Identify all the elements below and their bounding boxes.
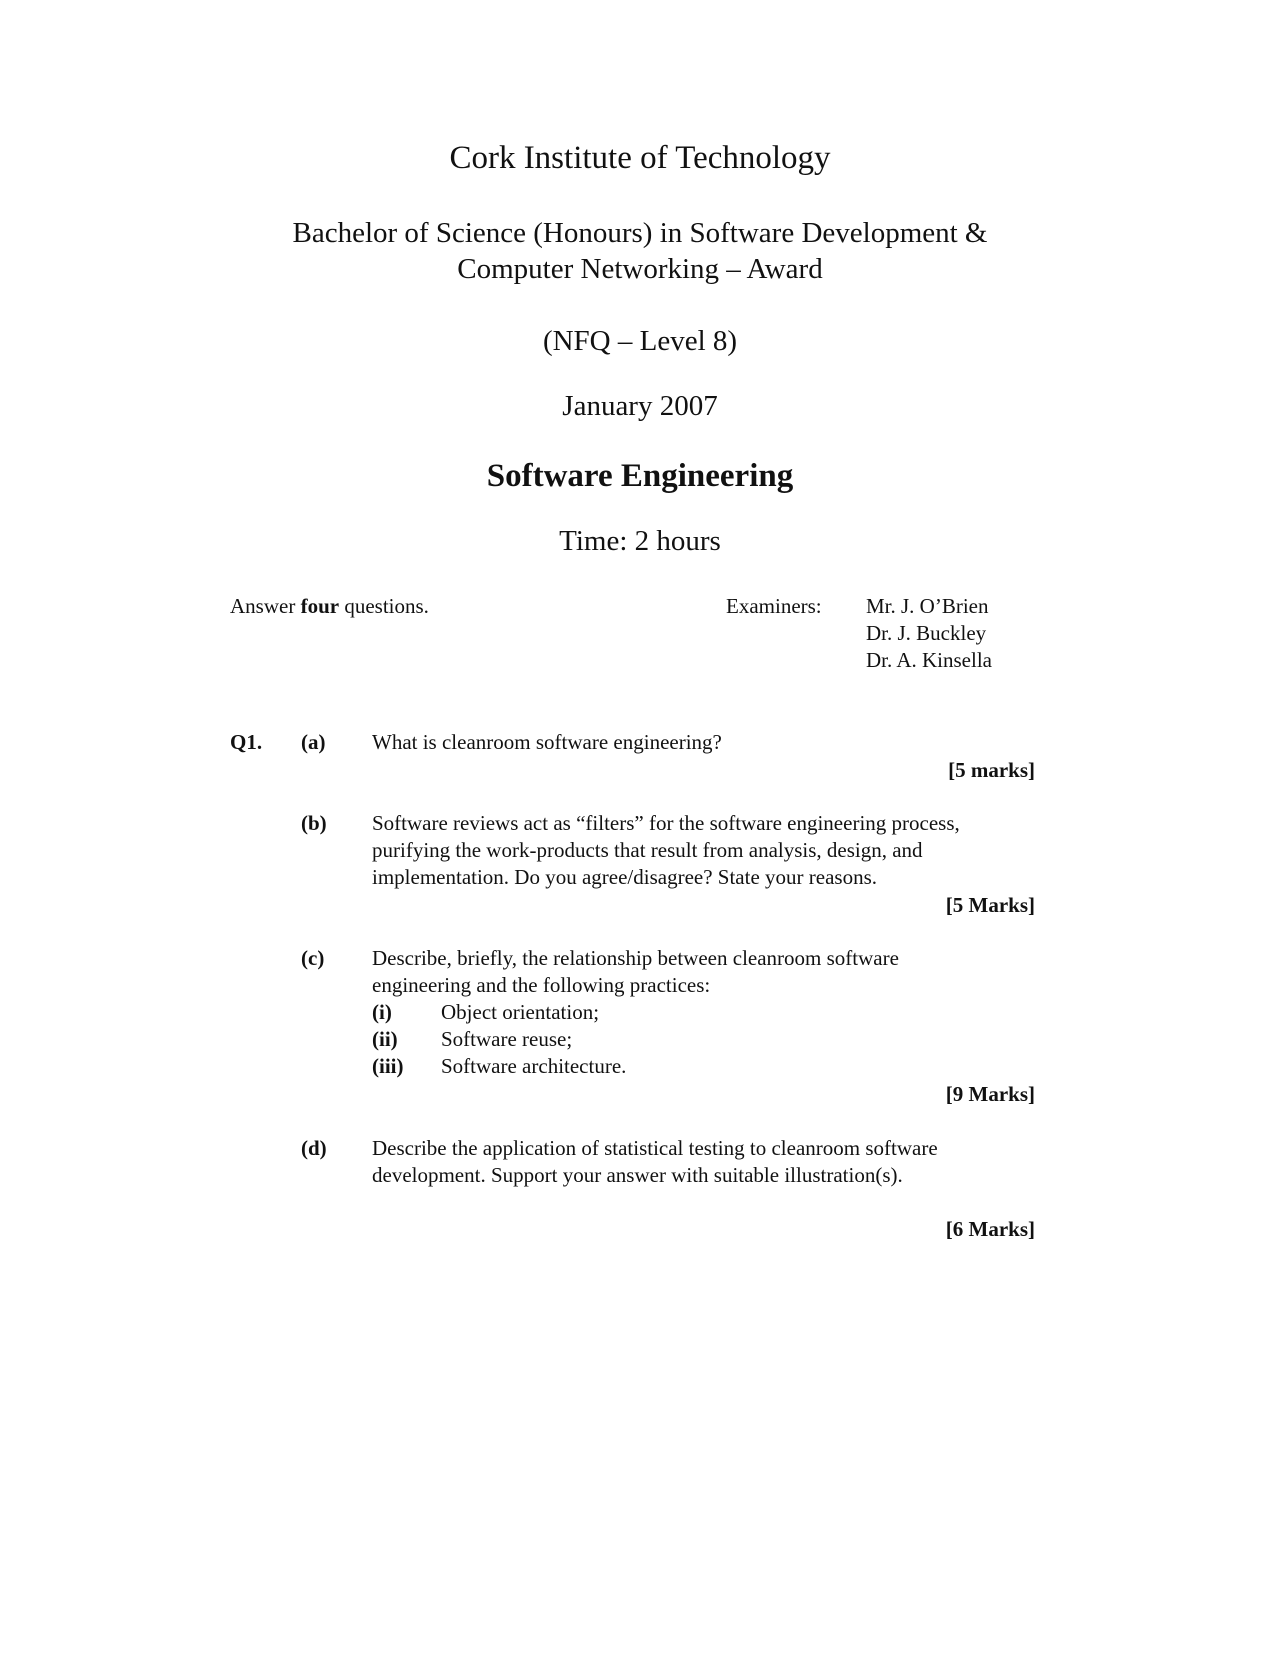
part-text-a (372, 729, 1042, 756)
part-line: Software reviews act as “filters” for the software engineering process, (372, 811, 960, 835)
subject-title: Software Engineering (486, 458, 794, 494)
part-line: Describe the application of statistical testing to cleanroom software (372, 1136, 938, 1160)
part-text-d (372, 1135, 1042, 1189)
exam-date: January 2007 (562, 390, 718, 422)
examiners-label: Examiners: (726, 594, 822, 618)
subitem-label: (iii) (372, 1054, 404, 1078)
part-label-a: (a) (301, 730, 326, 754)
marks-a: [5 marks] (948, 758, 1035, 782)
instructions (230, 593, 429, 620)
degree-title (0, 215, 1280, 287)
exam-duration: Time: 2 hours (559, 525, 721, 557)
subitem-label: (i) (372, 1000, 392, 1024)
part-line: Describe, briefly, the relationship between cleanroom software (372, 946, 899, 970)
part-text-c (372, 945, 1042, 999)
marks-c: [9 Marks] (945, 1082, 1035, 1106)
part-label-b: (b) (301, 811, 327, 835)
subitem-text: Software architecture. (441, 1054, 627, 1078)
degree-line-2: Computer Networking – Award (457, 253, 823, 285)
instructions-suffix: questions. (339, 594, 429, 618)
part-label-d: (d) (301, 1136, 327, 1160)
part-text-b (372, 810, 1042, 891)
examiner-name: Dr. A. Kinsella (866, 648, 992, 672)
subitem-text: Object orientation; (441, 1000, 600, 1024)
subitem-text: Software reuse; (441, 1027, 573, 1051)
marks-d: [6 Marks] (945, 1217, 1035, 1241)
examiner-name: Mr. J. O’Brien (866, 594, 989, 618)
question-number: Q1. (230, 730, 263, 754)
part-line: implementation. Do you agree/disagree? State your reasons. (372, 865, 878, 889)
instructions-count: four (300, 594, 340, 618)
part-line: What is cleanroom software engineering? (372, 730, 722, 754)
examiner-name: Dr. J. Buckley (866, 621, 987, 645)
part-label-c: (c) (301, 946, 325, 970)
nfq-level: (NFQ – Level 8) (542, 325, 738, 357)
examiners-list (866, 593, 992, 674)
part-line: development. Support your answer with suitable illustration(s). (372, 1163, 903, 1187)
degree-line-1: Bachelor of Science (Honours) in Software Development & (292, 217, 988, 249)
part-line: engineering and the following practices: (372, 973, 711, 997)
marks-b: [5 Marks] (945, 893, 1035, 917)
part-line: purifying the work-products that result from analysis, design, and (372, 838, 923, 862)
subitem-label: (ii) (372, 1027, 398, 1051)
instructions-prefix: Answer (230, 594, 301, 618)
institute-title: Cork Institute of Technology (449, 140, 831, 176)
